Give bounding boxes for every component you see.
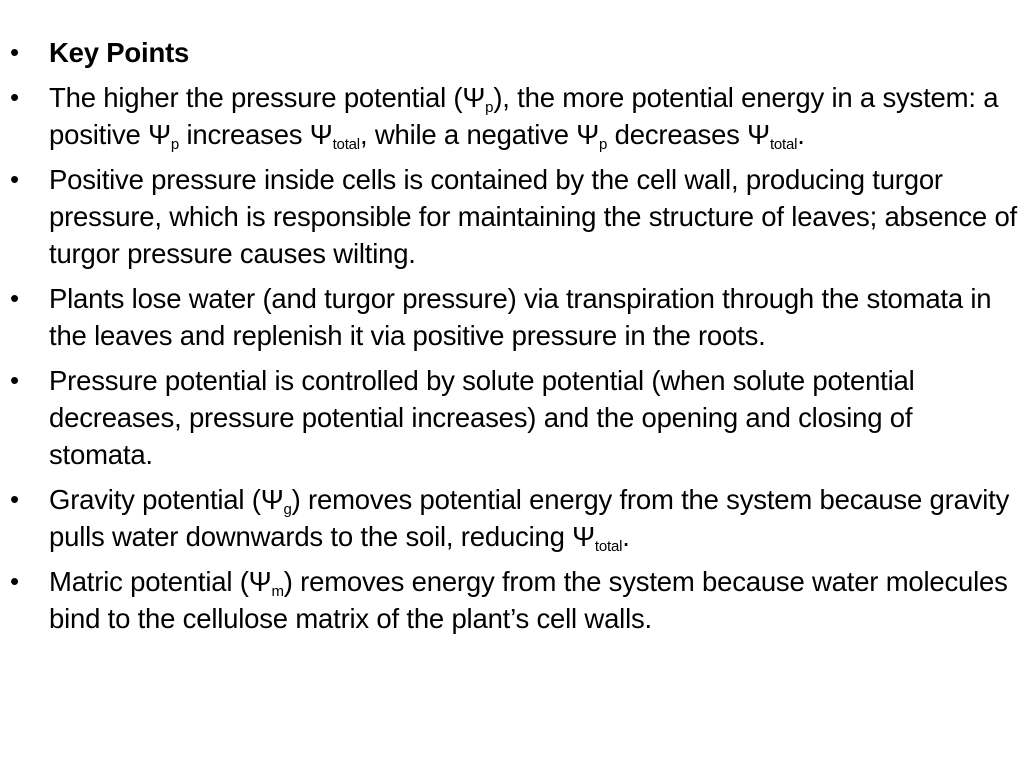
bullet-turgor-pressure [0, 161, 1020, 272]
text-run: , while a negative Ψ [359, 119, 600, 150]
bullet-matric-potential [0, 563, 1020, 637]
bullet-text: Pressure potential is controlled by solute potential (when solute potential decreases, pressure potential increases) and the opening and closing of stomata. [49, 365, 915, 470]
text-run: ) removes potential energy from the system because gravity pulls water downwards to the soil, reducing Ψ [49, 484, 1010, 552]
subscript: g [283, 501, 292, 518]
bullet-dot-icon: • [10, 283, 19, 313]
bullet-text [49, 484, 1010, 555]
text-run: increases Ψ [179, 119, 333, 150]
text-run: Gravity potential (Ψ [49, 484, 284, 515]
bullet-dot-icon: • [10, 484, 19, 514]
bullet-pressure-potential [0, 79, 1020, 153]
bullet-transpiration [0, 280, 1020, 354]
text-run: ), the more potential energy in a system: a positive Ψ [49, 82, 999, 150]
text-run: Matric potential (Ψ [49, 566, 272, 597]
subscript: m [271, 583, 284, 600]
text-run: . [622, 521, 630, 552]
bullet-text: Positive pressure inside cells is contained by the cell wall, producing turgor pressure, which is responsible for maintaining the structure of leaves; absence of turgor pressure causes wilting. [49, 164, 1018, 269]
bullet-dot-icon: • [10, 82, 19, 112]
bullet-dot-icon: • [10, 37, 19, 67]
bullet-dot-icon: • [10, 164, 19, 194]
bullet-text [49, 82, 999, 153]
subscript: p [599, 136, 608, 153]
text-run: ) removes energy from the system because water molecules bind to the cellulose matrix of the plant’s cell walls. [49, 566, 1008, 634]
subscript: p [170, 136, 180, 153]
bullet-dot-icon: • [10, 566, 19, 596]
subscript: total [769, 136, 798, 153]
subscript: total [594, 538, 623, 555]
bullet-key-points [0, 34, 1020, 71]
heading: Key Points [49, 37, 190, 68]
bullet-dot-icon: • [10, 365, 19, 395]
bullet-solute-potential [0, 362, 1020, 473]
bullet-gravity-potential [0, 481, 1020, 555]
bullet-list [0, 34, 1020, 645]
subscript: p [485, 99, 494, 116]
subscript: total [332, 136, 360, 153]
text-run: decreases Ψ [607, 119, 770, 150]
bullet-text: Plants lose water (and turgor pressure) via transpiration through the stomata in the leaves and replenish it via positive pressure in the roots. [49, 283, 992, 351]
text-run: The higher the pressure potential (Ψ [49, 82, 486, 113]
bullet-text [49, 566, 1008, 634]
text-run: . [797, 119, 805, 150]
